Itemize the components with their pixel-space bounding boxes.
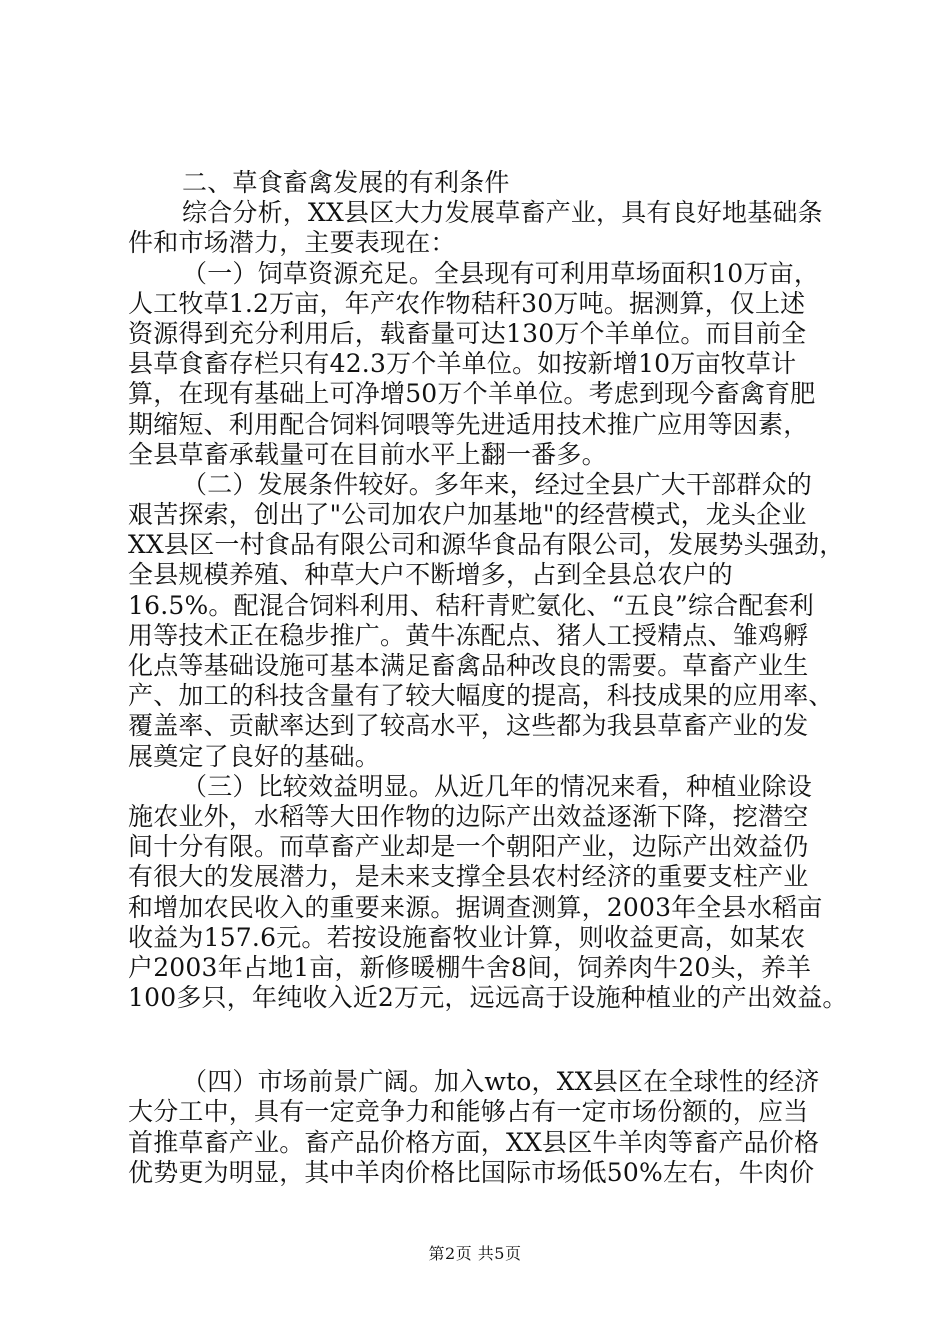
- text-line: 全县规模养殖、种草大户不断增多，占到全县总农户的: [128, 560, 733, 590]
- text-line: 施农业外，水稻等大田作物的边际产出效益逐渐下降，挖潜空: [128, 801, 809, 831]
- text-line: 间十分有限。而草畜产业却是一个朝阳产业，边际产出效益仍: [128, 832, 809, 862]
- section-heading: 二、草食畜禽发展的有利条件: [182, 168, 510, 197]
- text-line: 收益为157.6元。若按设施畜牧业计算，则收益更高，如某农: [128, 922, 806, 952]
- text-line: 覆盖率、贡献率达到了较高水平，这些都为我县草畜产业的发: [128, 711, 809, 741]
- document-body: [128, 168, 848, 1188]
- text-line: XX县区一村食品有限公司和源华食品有限公司，发展势头强劲，: [128, 530, 845, 560]
- text-line: 算，在现有基础上可净增50万个羊单位。考虑到现今畜禽育肥: [128, 379, 816, 409]
- paragraph-gap: [128, 1013, 828, 1067]
- text-line: 县草食畜存栏只有42.3万个羊单位。如按新增10万亩牧草计: [128, 349, 797, 379]
- text-line: 件和市场潜力，主要表现在：: [128, 228, 456, 258]
- text-line: 产、加工的科技含量有了较大幅度的提高，科技成果的应用率、: [128, 681, 834, 711]
- text-line: 资源得到充分利用后，载畜量可达130万个羊单位。而目前全: [128, 318, 807, 348]
- text-line: 艰苦探索，创出了"公司加农户加基地"的经营模式，龙头企业: [128, 500, 807, 530]
- text-line: 化点等基础设施可基本满足畜禽品种改良的需要。草畜产业生: [128, 651, 809, 680]
- text-line: 期缩短、利用配合饲料饲喂等先进适用技术推广应用等因素，: [128, 409, 809, 439]
- text-line: 大分工中，具有一定竞争力和能够占有一定市场份额的，应当: [128, 1097, 809, 1127]
- text-line: （一）饲草资源充足。全县现有可利用草场面积10万亩，: [182, 258, 820, 288]
- text-line: 人工牧草1.2万亩，年产农作物秸秆30万吨。据测算，仅上述: [128, 288, 806, 318]
- text-line: 综合分析，XX县区大力发展草畜产业，具有良好地基础条: [182, 198, 823, 228]
- text-line: （二）发展条件较好。多年来，经过全县广大干部群众的: [182, 469, 813, 499]
- text-line: 和增加农民收入的重要来源。据调查测算，2003年全县水稻亩: [128, 892, 823, 922]
- text-line: 优势更为明显，其中羊肉价格比国际市场低50%左右，牛肉价: [128, 1157, 815, 1187]
- page-number-footer: 第2页 共5页: [428, 1244, 522, 1263]
- text-line: 首推草畜产业。畜产品价格方面，XX县区牛羊肉等畜产品价格: [128, 1127, 820, 1157]
- text-line: 100多只，年纯收入近2万元，远远高于设施种植业的产出效益。: [128, 983, 848, 1013]
- text-line: 全县草畜承载量可在目前水平上翻一番多。: [128, 439, 607, 469]
- text-line: （三）比较效益明显。从近几年的情况来看，种植业除设: [182, 771, 813, 801]
- text-line: 户2003年占地1亩，新修暖棚牛舍8间，饲养肉牛20头，养羊: [128, 952, 812, 982]
- text-line: 16.5%。配混合饲料利用、秸秆青贮氨化、“五良”综合配套利: [128, 590, 814, 620]
- text-line: （四）市场前景广阔。加入wto，XX县区在全球性的经济: [182, 1067, 820, 1097]
- text-line: 有很大的发展潜力，是未来支撑全县农村经济的重要支柱产业: [128, 862, 809, 892]
- text-line: 用等技术正在稳步推广。黄牛冻配点、猪人工授精点、雏鸡孵: [128, 620, 809, 650]
- text-line: 展奠定了良好的基础。: [128, 741, 381, 771]
